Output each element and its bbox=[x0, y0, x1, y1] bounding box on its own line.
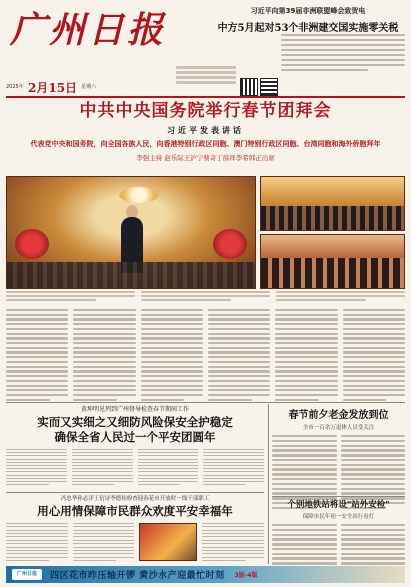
secondary-photo[interactable] bbox=[260, 234, 405, 289]
main-article-body bbox=[6, 309, 405, 401]
newspaper-logo: 广州日报 bbox=[10, 9, 167, 51]
text-placeholder bbox=[176, 81, 236, 84]
top-story-title[interactable]: 中方5月起对53个非洲建交国实施零关税 bbox=[217, 23, 399, 34]
story-photo[interactable] bbox=[139, 523, 197, 561]
story-title[interactable]: 实而又实细之又细防风险保安全护稳定 bbox=[37, 415, 233, 429]
footer-banner[interactable] bbox=[6, 566, 405, 583]
story-subtitle: 保障市民年初一安全出行看灯 bbox=[302, 514, 375, 520]
dateline bbox=[6, 78, 171, 96]
weekday-label: 星期六 bbox=[81, 84, 97, 90]
section-divider bbox=[272, 496, 405, 497]
qr-code-icon bbox=[240, 78, 258, 96]
main-headline-block[interactable] bbox=[6, 100, 405, 174]
masthead bbox=[6, 6, 405, 98]
story-body bbox=[6, 523, 264, 561]
story-flower-market[interactable] bbox=[6, 494, 264, 564]
text-placeholder bbox=[176, 76, 236, 79]
footer-logo: 广州日报 bbox=[12, 569, 42, 580]
main-photo[interactable] bbox=[6, 176, 256, 289]
column-divider bbox=[268, 404, 269, 564]
section-divider bbox=[6, 402, 405, 403]
top-story-body bbox=[281, 34, 405, 96]
section-divider bbox=[6, 492, 264, 493]
story-title[interactable]: 用心用情保障市民群众欢度平安幸福年 bbox=[37, 504, 233, 518]
story-title[interactable]: 春节前夕老金发放到位 bbox=[288, 410, 389, 421]
audience-shape bbox=[7, 262, 255, 288]
story-metro[interactable] bbox=[272, 498, 405, 564]
issue-date: 2月15日 bbox=[28, 80, 78, 95]
masthead-divider bbox=[6, 96, 405, 98]
footer-headline[interactable]: 四区花市昨压轴开锣 黄沙水产迎最忙时刻 bbox=[50, 571, 225, 581]
main-byline: 李强主持 赵乐际王沪宁蔡奇丁薛祥李希韩正出席 bbox=[136, 154, 275, 162]
masthead-brand bbox=[6, 6, 171, 98]
secondary-photo[interactable] bbox=[260, 176, 405, 231]
qr-code-icon bbox=[260, 78, 278, 96]
audience-shape bbox=[261, 206, 404, 230]
story-kicker: 黄坤明见列到广州督导检查春节期间工作 bbox=[80, 406, 189, 413]
story-body bbox=[6, 449, 264, 485]
chandelier-shape bbox=[119, 187, 159, 203]
main-deck: 代表党中央和国务院，向全国各族人民，向香港特别行政区同胞、澳门特别行政区同胞、台湾同胞和海外侨胞拜年 bbox=[30, 140, 381, 148]
main-headline[interactable]: 中共中央国务院举行春节团拜会 bbox=[79, 101, 332, 121]
story-inspection[interactable] bbox=[6, 404, 264, 492]
main-subheadline: 习近平发表讲话 bbox=[167, 126, 244, 135]
flower-shape bbox=[15, 229, 49, 259]
photo-captions bbox=[6, 291, 405, 307]
story-title[interactable]: 确保全省人民过一个平安团圆年 bbox=[54, 430, 216, 444]
story-kicker: 冯忠华孙志洋王衍诗李德传检查迎春花市开放时一线干部职工 bbox=[60, 496, 210, 502]
flower-shape bbox=[213, 229, 247, 259]
top-story[interactable] bbox=[211, 6, 405, 74]
year-label: 2025年 bbox=[6, 84, 24, 90]
performers-shape bbox=[261, 258, 404, 288]
story-pension[interactable] bbox=[272, 406, 405, 496]
top-story-kicker: 习近平向第39届非洲联盟峰会致贺电 bbox=[250, 7, 366, 15]
footer-page-ref: 3版-4版 bbox=[234, 572, 258, 579]
story-subtitle: 全市一百余万退休人员受关注 bbox=[302, 425, 375, 431]
story-title[interactable]: 个别地铁站将设"站外安检" bbox=[287, 500, 390, 510]
